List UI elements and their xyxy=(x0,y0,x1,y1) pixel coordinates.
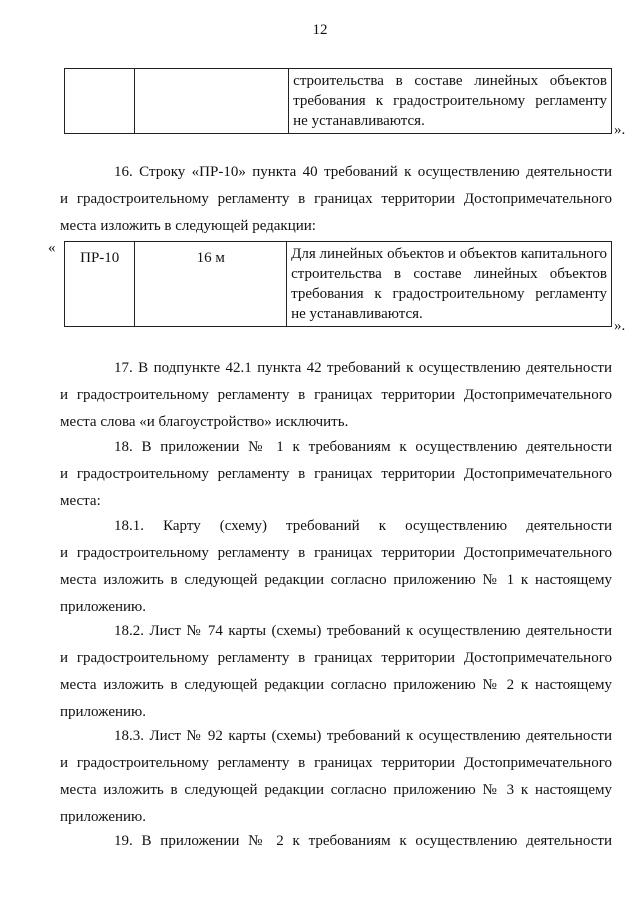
opening-quote: « xyxy=(48,240,56,256)
text-line: приложению. xyxy=(60,599,147,615)
text-line: и градостроительному регламенту в границах территории Достопримечательного xyxy=(60,755,612,771)
table-cell-height: 16 м xyxy=(135,242,287,327)
table-cell-requirements xyxy=(289,69,612,134)
cell-text-line: требования к градостроительному регламенту xyxy=(293,93,607,109)
page-number: 12 xyxy=(312,22,328,38)
text-line: 16. Строку «ПР-10» пункта 40 требований к осуществлению деятельности xyxy=(114,164,612,180)
text-line: и градостроительному регламенту в границах территории Достопримечательного xyxy=(60,387,612,403)
text-line: и градостроительному регламенту в границах территории Достопримечательного xyxy=(60,650,612,666)
table-cell-zone: ПР-10 xyxy=(65,242,135,327)
regulation-table-continued xyxy=(64,68,612,134)
text-line: приложению. xyxy=(60,809,147,825)
closing-quote: ». xyxy=(614,318,626,334)
text-line: места изложить в следующей редакции: xyxy=(60,218,316,234)
cell-text-line: Для линейных объектов и объектов капитального xyxy=(291,246,607,262)
text-line: приложению. xyxy=(60,704,147,720)
text-line: места изложить в следующей редакции согласно приложению № 3 к настоящему xyxy=(60,782,612,798)
text-line: места изложить в следующей редакции согласно приложению № 2 к настоящему xyxy=(60,677,612,693)
regulation-table-pr10 xyxy=(64,241,612,327)
cell-text-line: требования к градостроительному регламенту xyxy=(291,286,607,302)
cell-text-line: не устанавливаются. xyxy=(293,113,425,129)
text-line: места слова «и благоустройство» исключить. xyxy=(60,414,349,430)
text-line: 19. В приложении № 2 к требованиям к осуществлению деятельности xyxy=(114,833,612,849)
table-cell-zone xyxy=(65,69,135,134)
closing-quote: ». xyxy=(614,122,626,138)
cell-text-line: строительства в составе линейных объектов xyxy=(291,266,607,282)
text-line: места: xyxy=(60,493,101,509)
text-line: 18.2. Лист № 74 карты (схемы) требований к осуществлению деятельности xyxy=(114,623,612,639)
text-line: и градостроительному регламенту в границах территории Достопримечательного xyxy=(60,545,612,561)
text-line: 17. В подпункте 42.1 пункта 42 требований к осуществлению деятельности xyxy=(114,360,612,376)
table-cell-requirements xyxy=(287,242,612,327)
text-line: 18.3. Лист № 92 карты (схемы) требований к осуществлению деятельности xyxy=(114,728,612,744)
text-line: и градостроительному регламенту в границах территории Достопримечательного xyxy=(60,191,612,207)
text-line: места изложить в следующей редакции согласно приложению № 1 к настоящему xyxy=(60,572,612,588)
table-cell-height xyxy=(135,69,289,134)
text-line: 18. В приложении № 1 к требованиям к осуществлению деятельности xyxy=(114,439,612,455)
text-line: 18.1. Карту (схему) требований к осуществлению деятельности xyxy=(114,518,612,534)
text-line: и градостроительному регламенту в границах территории Достопримечательного xyxy=(60,466,612,482)
cell-text-line: строительства в составе линейных объектов xyxy=(293,73,607,89)
cell-text-line: не устанавливаются. xyxy=(291,306,423,322)
